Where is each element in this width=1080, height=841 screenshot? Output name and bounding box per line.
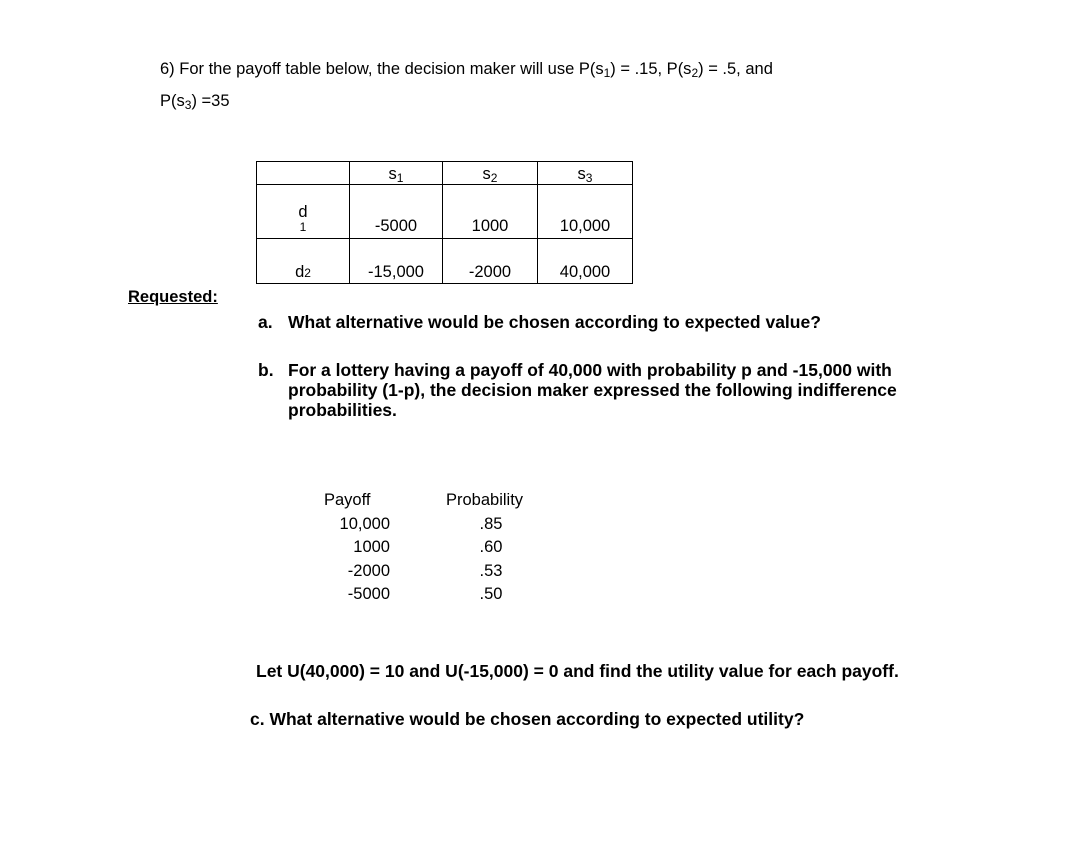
probability-value: .50 bbox=[479, 585, 503, 603]
payoff-value: 10,000 bbox=[339, 514, 390, 533]
item-c: c. What alternative would be chosen according to expected utility? bbox=[250, 709, 805, 729]
cell-d1-s2: 1000 bbox=[443, 185, 538, 239]
cell-d2-s3: 40,000 bbox=[538, 239, 633, 284]
item-b-text: For a lottery having a payoff of 40,000 with probability p and -15,000 with probability (1-p), the decision maker expressed the following indifference probabilities. bbox=[288, 360, 897, 420]
item-a-mark: a. bbox=[258, 312, 273, 332]
item-b bbox=[258, 360, 898, 420]
corner-cell bbox=[257, 162, 350, 185]
cell-d2-s1: -15,000 bbox=[350, 239, 443, 284]
header-s1: $s_1$ bbox=[350, 162, 443, 185]
question-line-2: $P(s_3) =35$ bbox=[160, 92, 230, 112]
row-label-d1: d 1 bbox=[257, 185, 350, 239]
payoff-value: 1000 bbox=[353, 538, 390, 556]
row-label-d2: d2 bbox=[257, 239, 350, 284]
header-s3: $s_3$ bbox=[538, 162, 633, 185]
item-a bbox=[258, 312, 898, 332]
header-s2: $s_2$ bbox=[443, 162, 538, 185]
cell-d2-s2: -2000 bbox=[443, 239, 538, 284]
item-a-text: What alternative would be chosen according to expected value? bbox=[288, 312, 821, 332]
payoff-table-header bbox=[257, 162, 633, 185]
table-row bbox=[257, 239, 633, 284]
col-header-payoff: Payoff bbox=[324, 491, 371, 509]
requested-label: Requested: bbox=[128, 288, 218, 306]
probability-value: .85 bbox=[479, 514, 503, 533]
utility-instruction: Let U(40,000) = 10 and U(-15,000) = 0 and find the utility value for each payoff. bbox=[256, 661, 899, 681]
question-line-1: 6) For the payoff table below, the decision maker will use $P(s_1) = .15$, $P(s_2) = .5$, and bbox=[160, 60, 773, 80]
cell-d1-s3: 10,000 bbox=[538, 185, 633, 239]
item-b-mark: b. bbox=[258, 360, 274, 380]
table-row bbox=[257, 185, 633, 239]
payoff-value: -5000 bbox=[347, 585, 390, 603]
cell-d1-s1: -5000 bbox=[350, 185, 443, 239]
col-header-probability: Probability bbox=[446, 491, 524, 509]
payoff-table bbox=[256, 161, 633, 284]
payoff-value: -2000 bbox=[347, 561, 390, 580]
probability-value: .53 bbox=[479, 561, 503, 580]
probability-value: .60 bbox=[479, 538, 503, 556]
